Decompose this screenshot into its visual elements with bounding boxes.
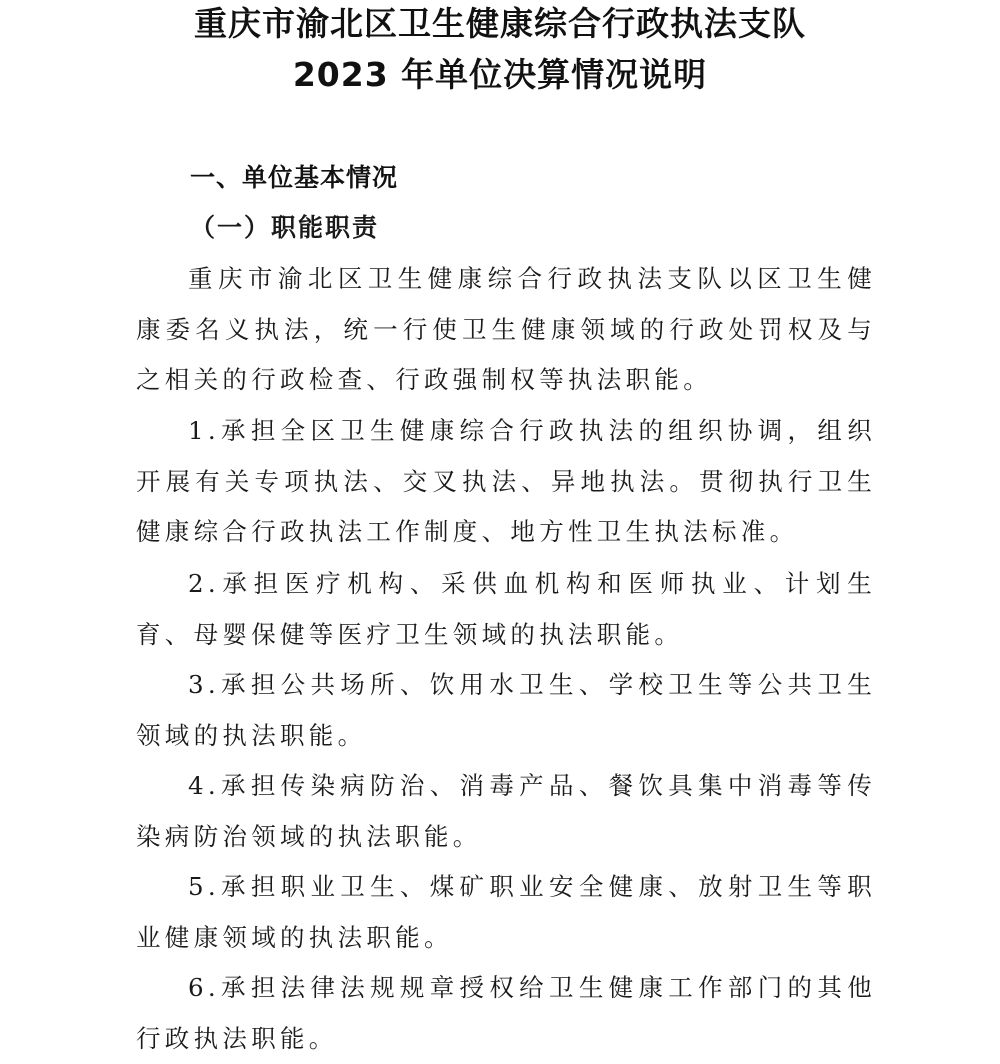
- duty-item-4: 4.承担传染病防治、消毒产品、餐饮具集中消毒等传染病防治领域的执法职能。: [136, 771, 876, 851]
- duty-item-1: 1.承担全区卫生健康综合行政执法的组织协调，组织开展有关专项执法、交叉执法、异地执法。贯彻执行卫生健康综合行政执法工作制度、地方性卫生执法标准。: [136, 416, 876, 546]
- duty-item-5: 5.承担职业卫生、煤矿职业安全健康、放射卫生等职业健康领域的执法职能。: [136, 872, 876, 952]
- duty-item-2: 2.承担医疗机构、采供血机构和医师执业、计划生育、母婴保健等医疗卫生领域的执法职能。: [136, 569, 876, 649]
- intro-paragraph: 重庆市渝北区卫生健康综合行政执法支队以区卫生健康委名义执法，统一行使卫生健康领域的行政处罚权及与之相关的行政检查、行政强制权等执法职能。: [136, 264, 876, 394]
- document-title-line2: 2023 年单位决算情况说明: [292, 55, 708, 94]
- document-title-line1: 重庆市渝北区卫生健康综合行政执法支队: [194, 4, 806, 43]
- subsection-heading: （一）职能职责: [190, 213, 380, 242]
- duty-item-3: 3.承担公共场所、饮用水卫生、学校卫生等公共卫生领域的执法职能。: [136, 670, 876, 750]
- duty-item-6: 6.承担法律法规规章授权给卫生健康工作部门的其他行政执法职能。: [136, 973, 876, 1053]
- section-heading: 一、单位基本情况: [190, 163, 399, 192]
